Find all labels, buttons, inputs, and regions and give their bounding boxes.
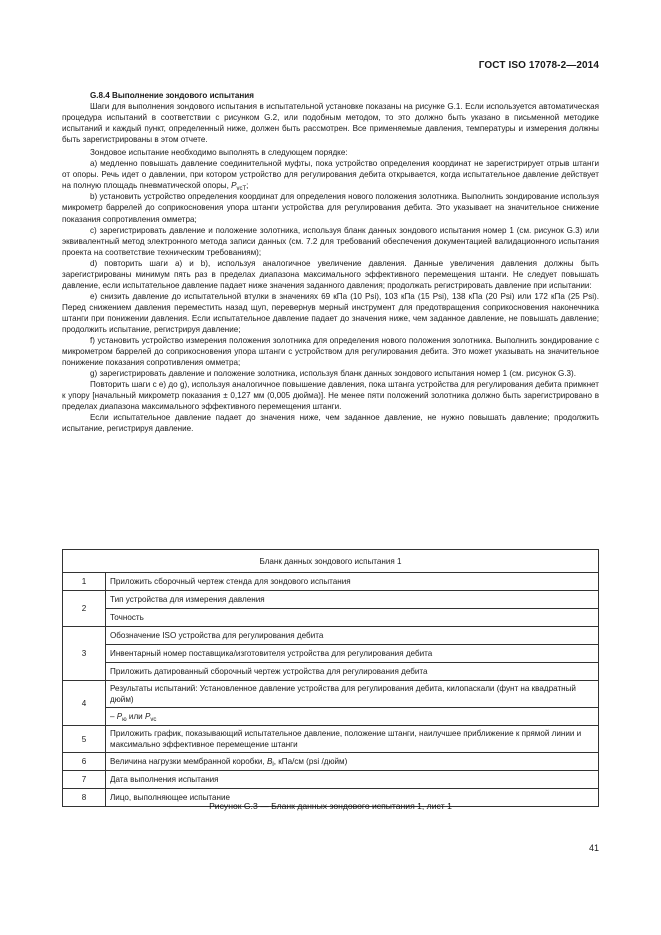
step-c: с) зарегистрировать давление и положение золотника, используя бланк данных зондового испытания номер 1 (см. рисунок G.3) или эквивалентный метод электронного метода записи данных (см. 7.2 для требований обеспечения документацией валидационного испытания проекта на соответствие техническим требованиям); xyxy=(62,225,599,257)
row-number: 4 xyxy=(63,681,106,726)
row-number: 5 xyxy=(63,726,106,753)
row-item-pressure-symbols xyxy=(106,708,599,726)
page-number: 41 xyxy=(588,843,599,853)
row-item: Дата выполнения испытания xyxy=(106,771,599,789)
pressure-symbol: P xyxy=(116,712,123,721)
table-row xyxy=(63,753,599,771)
row-item: Приложить датированный сборочный чертеж устройства для регулирования дебита xyxy=(106,663,599,681)
dash: – xyxy=(110,712,115,721)
table-row xyxy=(63,681,599,708)
table-row xyxy=(63,627,599,645)
row-item: Обозначение ISO устройства для регулирования дебита xyxy=(106,627,599,645)
table-row xyxy=(63,645,599,663)
step-a-symbol: P xyxy=(231,181,237,191)
row-item: Лицо, выполняющее испытание xyxy=(106,789,599,807)
step-e: е) снизить давление до испытательной втулки в значениях 69 кПа (10 Psi), 103 кПа (15 Psi), 138 кПа (20 Psi) или 172 кПа (25 Psi). Перед снижением давления переместить назад щуп, перевернув мерный инструмент для предотвращения соприкосновения наконечника штанги при понижении давления. Если испытательное давление падает до значения ниже, чем заданное давление, не повышать давление; продолжить испытание, регистрируя давление; xyxy=(62,291,599,334)
pressure-subscript: ю xyxy=(122,717,127,723)
row-number: 1 xyxy=(63,573,106,591)
form-title-row xyxy=(63,550,599,573)
row-item: Результаты испытаний: Установленное давление устройства для регулирования дебита, килопаскали (фунт на квадратный дюйм) xyxy=(106,681,599,708)
step-g: g) зарегистрировать давление и положение золотника, используя бланк данных зондового испытания номер 1 (см. рисунок G.3). xyxy=(90,369,576,379)
section-body xyxy=(62,90,599,434)
row-number: 2 xyxy=(63,591,106,627)
step-b: b) установить устройство определения координат для определения нового положения золотника. Выполнить зондирование используя микрометр баррелей до соприкосновения упора штанги устройства для регулирования дебита. Это указывает на значительное снижение показания сопротивления омметра; xyxy=(62,192,599,224)
paragraph-repeat: Повторить шаги с е) до g), используя аналогичное повышение давления, пока штанга устройства для регулирования дебита примкнет к упору [начальный микрометр показания ± 0,127 мм (0,005 дюйма)]. Не менее пяти положений золотника должно быть зарегистрировано в пределах диапазона максимального эффективного перемещения штанги. xyxy=(62,380,599,412)
row-number: 7 xyxy=(63,771,106,789)
row-item: Приложить сборочный чертеж стенда для зондового испытания xyxy=(106,573,599,591)
table-row xyxy=(63,771,599,789)
table-row xyxy=(63,726,599,753)
step-a-subscript: vcT xyxy=(236,186,247,193)
pressure-symbol: P xyxy=(144,712,151,721)
data-form-table xyxy=(62,549,599,807)
row-number: 8 xyxy=(63,789,106,807)
row-number: 3 xyxy=(63,627,106,681)
standard-header: ГОСТ ISO 17078-2—2014 xyxy=(478,60,599,71)
figure-caption: Рисунок G.3 — Бланк данных зондового испытания 1, лист 1 xyxy=(209,801,452,811)
step-f: f) установить устройство измерения положения золотника для определения нового положения золотника. Выполнить зондирование с микрометром баррелей до соприкосновения упора штанги с устройством для регулирования дебита. Это может указывать на значительное понижение показания сопротивления омметра; xyxy=(62,336,599,368)
row-number: 6 xyxy=(63,753,106,771)
load-units: кПа/см (psi /дюйм) xyxy=(278,757,348,766)
row-item-load: Величина нагрузки мембранной коробки, $B_l$, кПа/см (psi /дюйм) xyxy=(106,753,599,771)
paragraph-intro: Шаги для выполнения зондового испытания в испытательной установке показаны на рисунке G.1. Если используется автоматическая процедура испытаний в соответствии с рисунком G.2, или подобным методом, то это должно быть указано в письменной методике испытаний и каждый пункт, определенный ниже, должен быть рассмотрен. Все применяемые давления, температуры и измерения должны быть зарегистрированы в этом отчете. xyxy=(62,102,599,145)
load-subscript: l xyxy=(272,762,274,768)
step-a-text: а) медленно повышать давление соединительной муфты, пока устройство определения координат не зарегистрирует отрыв штанги от опоры. Речь идет о давлении, при котором устройство для регулирования дебита открывается, когда испытательное давление действует на полную площадь пневматической опоры, xyxy=(62,159,599,191)
pressure-subscript: vc xyxy=(150,717,157,723)
table-row xyxy=(63,663,599,681)
row-item: Инвентарный номер поставщика/изготовителя устройства для регулирования дебита xyxy=(106,645,599,663)
load-text: Величина нагрузки мембранной коробки, xyxy=(110,757,265,766)
row-item: Приложить график, показывающий испытательное давление, положение штанги, наилучшее приближение к прямой линии и максимально эффективное перемещение штанги xyxy=(106,726,599,753)
row-item: Тип устройства для измерения давления xyxy=(106,591,599,609)
load-symbol: B xyxy=(266,757,273,766)
step-a-end: ; xyxy=(246,181,249,191)
table-row xyxy=(63,708,599,726)
step-a xyxy=(62,158,599,191)
section-title: G.8.4 Выполнение зондового испытания xyxy=(90,91,254,100)
form-title: Бланк данных зондового испытания 1 xyxy=(63,550,599,573)
row-item: Точность xyxy=(106,609,599,627)
paragraph-pressure-drop: Если испытательное давление падает до значения ниже, чем заданное давление, не нужно повышать давление; продолжить испытание, регистрируя давление. xyxy=(62,413,599,434)
table-row xyxy=(63,573,599,591)
step-d: d) повторить шаги а) и b), используя аналогичное увеличение давления. Данные увеличения давления должны быть зарегистрированы минимум пять раз в пределах диапазона максимального эффективного перемещения штанги. Не следует повышать давление, если испытательное давление падает ниже значения заданного давления; продолжать регистрировать давление при испытании: xyxy=(62,258,599,290)
table-row xyxy=(63,591,599,609)
paragraph-order: Зондовое испытание необходимо выполнять в следующем порядке: xyxy=(90,148,348,158)
or-word: или xyxy=(128,712,143,721)
table-row xyxy=(63,609,599,627)
